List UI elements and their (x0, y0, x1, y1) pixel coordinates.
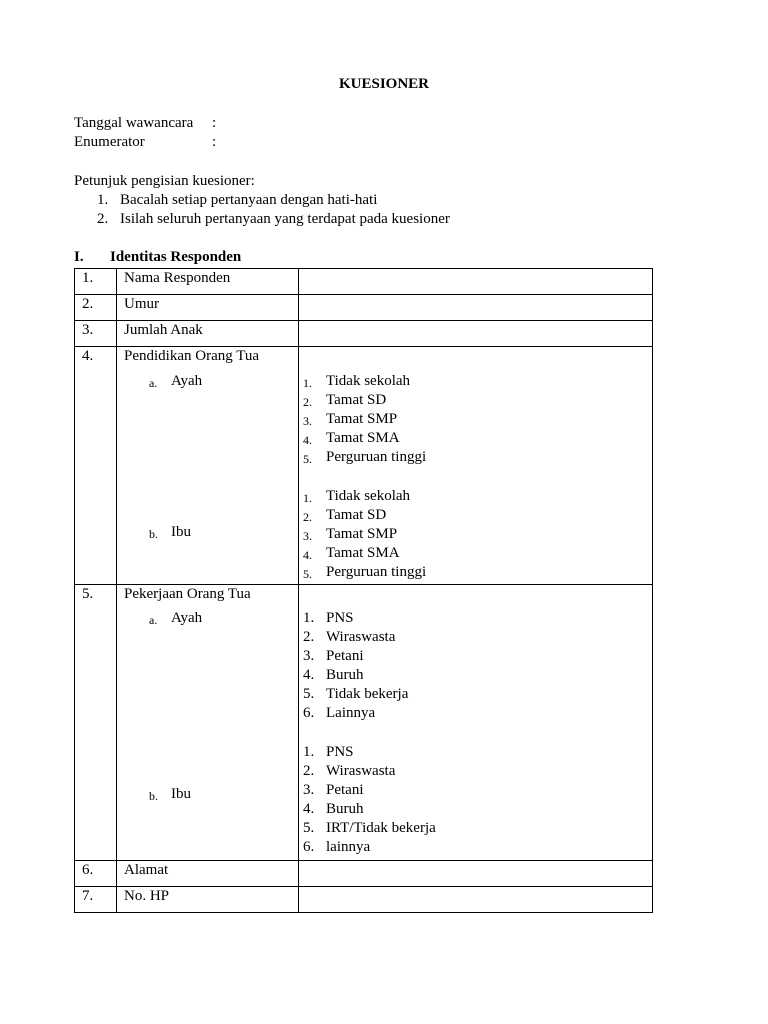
table-row (75, 861, 653, 887)
option-number: 5. (303, 452, 312, 466)
sub-item-label: Ibu (171, 524, 191, 540)
answer-option[interactable]: Tamat SMP (326, 526, 398, 542)
enumerator-colon: : (212, 134, 217, 150)
row-number-cell (75, 585, 117, 861)
table-row (75, 295, 653, 321)
option-number: 2. (303, 395, 312, 409)
option-number: 1. (303, 744, 315, 760)
respondent-identity-table (74, 268, 653, 913)
answer-field[interactable] (299, 269, 653, 295)
answer-option[interactable]: Tamat SMP (326, 411, 398, 427)
option-number: 5. (303, 686, 315, 702)
row-number: 1. (82, 270, 94, 286)
option-number: 4. (303, 548, 312, 562)
option-number: 6. (303, 705, 315, 721)
row-number-cell (75, 295, 117, 321)
row-number: 7. (82, 888, 94, 904)
document-title: KUESIONER (338, 76, 430, 92)
option-number: 4. (303, 433, 312, 447)
option-number: 5. (303, 567, 312, 581)
row-number-cell (75, 887, 117, 913)
sub-item-number: a. (149, 376, 158, 390)
row-label-cell (117, 295, 299, 321)
answer-option[interactable]: Wiraswasta (326, 763, 396, 779)
answer-option[interactable]: Tidak bekerja (326, 686, 409, 702)
answer-option[interactable]: Tamat SMA (326, 430, 400, 446)
sub-item-number: b. (149, 789, 158, 803)
option-number: 3. (303, 648, 315, 664)
row-number: 4. (82, 348, 94, 364)
option-number: 1. (303, 491, 312, 505)
instruction-item: Isilah seluruh pertanyaan yang terdapat pada kuesioner (120, 211, 450, 227)
row-number: 6. (82, 862, 94, 878)
option-number: 1. (303, 376, 312, 390)
answer-option[interactable]: Buruh (326, 801, 364, 817)
instructions-heading: Petunjuk pengisian kuesioner: (74, 173, 255, 189)
answer-option[interactable]: Petani (326, 648, 364, 664)
row-label: Umur (124, 296, 159, 312)
row-label-cell (117, 887, 299, 913)
row-label: Pendidikan Orang Tua (124, 348, 259, 364)
option-number: 2. (303, 510, 312, 524)
instruction-item: Bacalah setiap pertanyaan dengan hati-hati (120, 192, 378, 208)
sub-item-label: Ibu (171, 786, 191, 802)
answer-option[interactable]: lainnya (326, 839, 371, 855)
answer-option[interactable]: Tidak sekolah (326, 373, 411, 389)
row-number: 2. (82, 296, 94, 312)
option-number: 6. (303, 839, 315, 855)
answer-option[interactable]: Perguruan tinggi (326, 449, 427, 465)
option-number: 3. (303, 529, 312, 543)
answer-options-cell (299, 585, 653, 861)
answer-option[interactable]: PNS (326, 744, 354, 760)
sub-item-number: b. (149, 527, 158, 541)
answer-option[interactable]: Tamat SD (326, 392, 387, 408)
instruction-number: 2. (97, 211, 109, 227)
sub-item-label: Ayah (171, 610, 203, 626)
row-label: Jumlah Anak (124, 322, 203, 338)
section-title: Identitas Responden (110, 249, 242, 265)
answer-field[interactable] (299, 295, 653, 321)
answer-option[interactable]: Tamat SMA (326, 545, 400, 561)
sub-item-number: a. (149, 613, 158, 627)
option-number: 4. (303, 667, 315, 683)
interview-date-colon: : (212, 115, 217, 131)
row-label-cell (117, 861, 299, 887)
row-label-cell (117, 585, 299, 861)
option-number: 3. (303, 782, 315, 798)
answer-option[interactable]: IRT/Tidak bekerja (326, 820, 436, 836)
table-row (75, 321, 653, 347)
row-label: Nama Responden (124, 270, 231, 286)
answer-option[interactable]: Tidak sekolah (326, 488, 411, 504)
answer-field[interactable] (299, 887, 653, 913)
interview-date-label: Tanggal wawancara (74, 115, 194, 131)
row-label: No. HP (124, 888, 170, 904)
sub-item-label: Ayah (171, 373, 203, 389)
answer-option[interactable]: Buruh (326, 667, 364, 683)
row-label: Pekerjaan Orang Tua (124, 586, 251, 602)
section-number: I. (74, 249, 84, 265)
row-label-cell (117, 347, 299, 585)
answer-option[interactable]: Lainnya (326, 705, 376, 721)
option-number: 2. (303, 763, 315, 779)
answer-options-cell (299, 347, 653, 585)
row-number: 3. (82, 322, 94, 338)
option-number: 5. (303, 820, 315, 836)
table-row (75, 887, 653, 913)
answer-field[interactable] (299, 861, 653, 887)
answer-option[interactable]: Petani (326, 782, 364, 798)
table-row (75, 347, 653, 585)
option-number: 2. (303, 629, 315, 645)
instruction-number: 1. (97, 192, 109, 208)
option-number: 1. (303, 610, 315, 626)
answer-field[interactable] (299, 321, 653, 347)
enumerator-label: Enumerator (74, 134, 145, 150)
option-number: 4. (303, 801, 315, 817)
answer-option[interactable]: Wiraswasta (326, 629, 396, 645)
row-number-cell (75, 321, 117, 347)
answer-option[interactable]: PNS (326, 610, 354, 626)
row-label-cell (117, 269, 299, 295)
row-number-cell (75, 861, 117, 887)
row-label-cell (117, 321, 299, 347)
table-row (75, 585, 653, 861)
row-number: 5. (82, 586, 94, 602)
row-number-cell (75, 347, 117, 585)
row-number-cell (75, 269, 117, 295)
option-number: 3. (303, 414, 312, 428)
answer-option[interactable]: Tamat SD (326, 507, 387, 523)
answer-option[interactable]: Perguruan tinggi (326, 564, 427, 580)
row-label: Alamat (124, 862, 169, 878)
table-row (75, 269, 653, 295)
